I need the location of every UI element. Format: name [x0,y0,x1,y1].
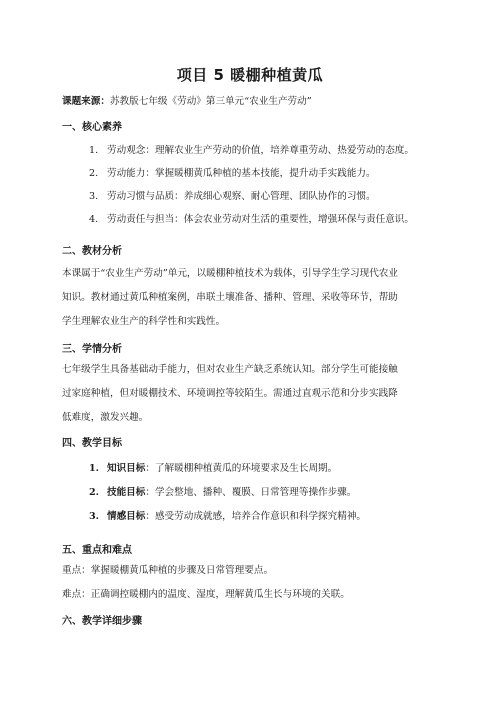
section-heading-teaching-goals: 四、教学目标 [62,438,122,449]
list-item: 3. 劳动习惯与品质：养成细心观察、耐心管理、团队协作的习惯。 [89,191,376,202]
list-item: 1. 知识目标：了解暖棚种植黄瓜的环境要求及生长周期。 [89,463,338,474]
list-item: 2. 劳动能力：掌握暖棚黄瓜种植的基本技能，提升动手实践能力。 [89,168,376,179]
paragraph-textbook-analysis [62,262,447,334]
paragraph-line: 重点：掌握暖棚黄瓜种植的步骤及日常管理要点。 [62,565,274,576]
list-item: 2. 技能目标：学会整地、播种、覆膜、日常管理等操作步骤。 [89,487,357,498]
section-heading-student-analysis: 三、学情分析 [62,344,122,355]
section-heading-core-literacy: 一、核心素养 [62,122,122,133]
paragraph-line: 本课属于“农业生产劳动”单元，以暖棚种植技术为载体，引导学生学习现代农业 [62,268,398,279]
source-text: 苏教版七年级《劳动》第三单元“农业生产劳动” [109,96,312,107]
document-title: 项目 5 暖棚种植黄瓜 [176,66,324,84]
paragraph-line: 知识。教材通过黄瓜种植案例，串联土壤准备、播种、管理、采收等环节，帮助 [62,292,398,303]
list-item: 1. 劳动观念：理解农业生产劳动的价值，培养尊重劳动、热爱劳动的态度。 [89,145,414,156]
paragraph-student-analysis [62,358,447,430]
paragraph-line: 低难度，激发兴趣。 [62,412,149,423]
section-heading-key-points: 五、重点和难点 [62,545,132,556]
section-heading-teaching-steps: 六、教学详细步骤 [62,616,142,627]
section-heading-textbook-analysis: 二、教材分析 [62,246,122,257]
list-item: 4. 劳动责任与担当：体会农业劳动对生活的重要性，增强环保与责任意识。 [89,214,414,225]
paragraph-line: 七年级学生具备基础动手能力，但对农业生产缺乏系统认知。部分学生可能接触 [62,364,398,375]
paragraph-line: 过家庭种植，但对暖棚技术、环境调控等较陌生。需通过直观示范和分步实践降 [62,388,398,399]
paragraph-line: 学生理解农业生产的科学性和实践性。 [62,316,226,327]
list-item: 3. 情感目标：感受劳动成就感，培养合作意识和科学探究精神。 [89,511,367,522]
paragraph-line: 难点：正确调控暖棚内的温度、湿度，理解黄瓜生长与环境的关联。 [62,589,350,600]
source-line [62,95,442,108]
source-label: 课题来源： [62,96,110,107]
paragraph-key-points [62,559,447,607]
